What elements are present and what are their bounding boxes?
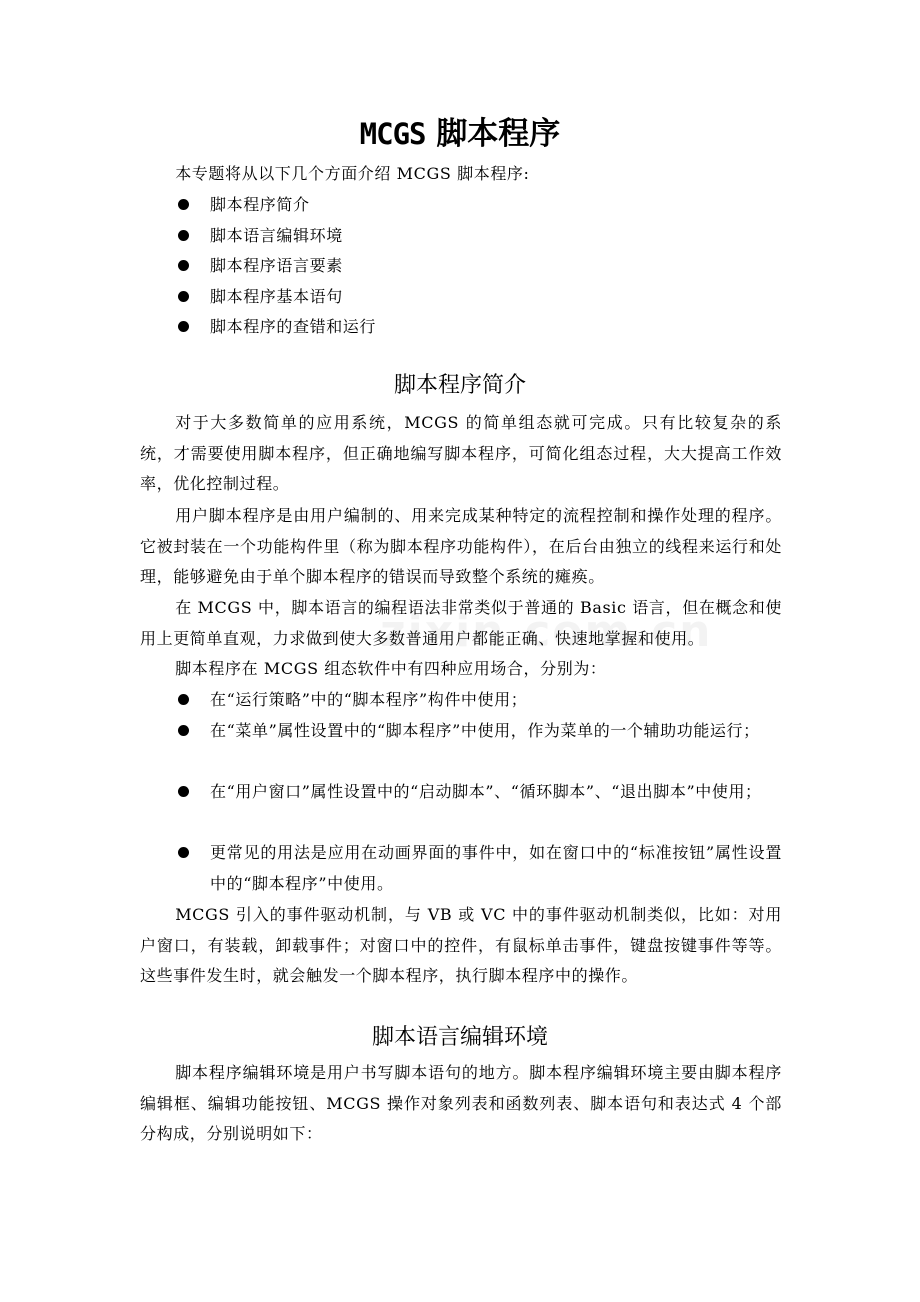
body-paragraph: 脚本程序在 MCGS 组态软件中有四种应用场合，分别为：	[175, 659, 607, 678]
use-item: 在“用户窗口”属性设置中的“启动脚本”、“循环脚本”、“退出脚本”中使用；	[140, 777, 782, 808]
topic-item: 脚本程序基本语句	[140, 282, 782, 313]
use-item: 在“运行策略”中的“脚本程序”构件中使用；	[140, 685, 782, 716]
section-heading-editor: 脚本语言编辑环境	[371, 1025, 548, 1050]
page-title-prefix: MCGS	[359, 117, 426, 151]
bullet-icon	[178, 321, 189, 332]
bullet-icon	[178, 199, 189, 210]
bullet-icon	[178, 260, 189, 271]
topic-item: 脚本程序简介	[140, 190, 782, 221]
section-heading-intro: 脚本程序简介	[393, 373, 526, 398]
body-paragraph: MCGS 引入的事件驱动机制，与 VB 或 VC 中的事件驱动机制类似，比如：对用户窗口，有装载，卸载事件；对窗口中的控件，有鼠标单击事件，键盘按键事件等等。这些事件发生时，就会触发一个脚本程序，执行脚本程序中的操作。	[140, 905, 782, 985]
bullet-icon	[178, 725, 189, 736]
bullet-icon	[178, 786, 189, 797]
use-item: 更常见的用法是应用在动画界面的事件中，如在窗口中的“标准按钮”属性设置中的“脚本程序”中使用。	[140, 838, 782, 899]
topic-item: 脚本程序语言要素	[140, 251, 782, 282]
body-paragraph: 脚本程序编辑环境是用户书写脚本语句的地方。脚本程序编辑环境主要由脚本程序编辑框、编辑功能按钮、MCGS 操作对象列表和函数列表、脚本语句和表达式 4 个部分构成，分别说明如下：	[140, 1063, 782, 1143]
body-paragraph: 对于大多数简单的应用系统，MCGS 的简单组态就可完成。只有比较复杂的系统，才需要使用脚本程序，但正确地编写脚本程序，可简化组态过程，大大提高工作效率，优化控制过程。	[140, 413, 782, 493]
watermark	[380, 606, 712, 657]
bullet-icon	[178, 847, 189, 858]
topic-item: 脚本语言编辑环境	[140, 221, 782, 252]
body-paragraph: 在 MCGS 中，脚本语言的编程语法非常类似于普通的 Basic 语言，但在概念和使用上更简单直观，力求做到使大多数普通用户都能正确、快速地掌握和使用。	[140, 598, 782, 648]
intro-paragraph: 本专题将从以下几个方面介绍 MCGS 脚本程序:	[175, 164, 530, 183]
use-item: 在“菜单”属性设置中的“脚本程序”中使用，作为菜单的一个辅助功能运行；	[140, 716, 782, 747]
page-title-main: 脚本程序	[436, 116, 561, 152]
bullet-icon	[178, 694, 189, 705]
body-paragraph: 用户脚本程序是由用户编制的、用来完成某种特定的流程控制和操作处理的程序。它被封装在一个功能构件里（称为脚本程序功能构件），在后台由独立的线程来运行和处理，能够避免由于单个脚本程序的错误而导致整个系统的瘫痪。	[140, 506, 782, 586]
page-title	[140, 112, 780, 156]
bullet-icon	[178, 230, 189, 241]
topic-item: 脚本程序的查错和运行	[140, 312, 782, 343]
bullet-icon	[178, 291, 189, 302]
